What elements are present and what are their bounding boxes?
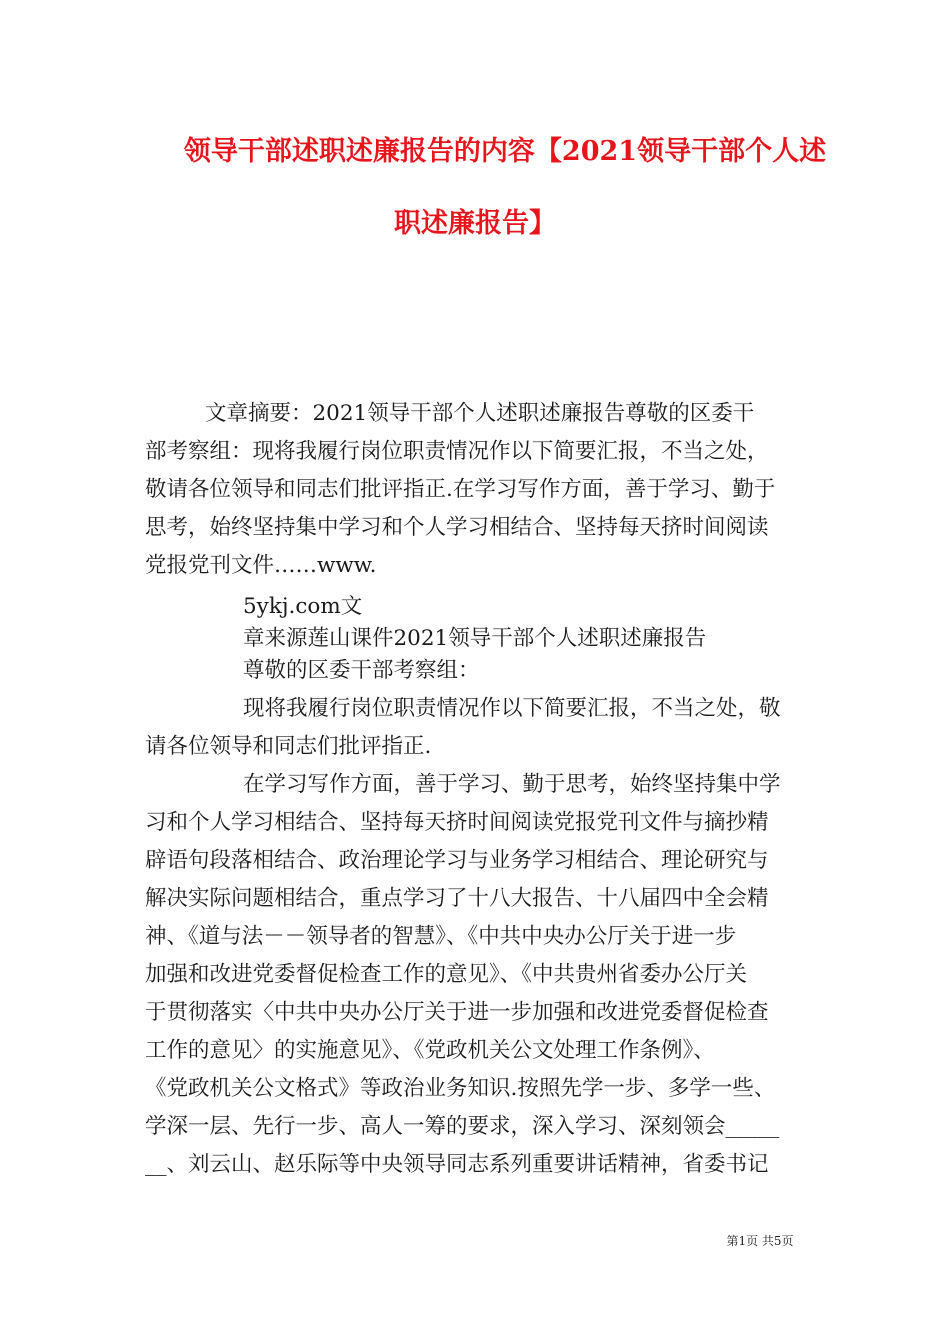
body-line: __、刘云山、赵乐际等中央领导同志系列重要讲话精神，省委书记 <box>145 1152 769 1177</box>
body-line: 请各位领导和同志们批评指正. <box>145 734 432 759</box>
body-line: 解决实际问题相结合，重点学习了十八大报告、十八届四中全会精 <box>145 886 769 911</box>
body-line: 文章摘要：2021领导干部个人述职述廉报告尊敬的区委干 <box>205 401 755 426</box>
body-line: 在学习写作方面，善于学习、勤于思考，始终坚持集中学 <box>243 772 781 797</box>
body-line: 辟语句段落相结合、政治理论学习与业务学习相结合、理论研究与 <box>145 848 769 873</box>
body-line: 工作的意见〉的实施意见》、《党政机关公文处理工作条例》、 <box>145 1038 715 1063</box>
body-line: 思考，始终坚持集中学习和个人学习相结合、坚持每天挤时间阅读 <box>145 515 769 540</box>
body-line: 部考察组：现将我履行岗位职责情况作以下简要汇报，不当之处， <box>145 439 769 464</box>
body-line: 加强和改进党委督促检查工作的意见》、《中共贵州省委办公厅关 <box>145 962 748 987</box>
body-line: 5ykj.com文 <box>243 594 363 619</box>
body-line: 敬请各位领导和同志们批评指正.在学习写作方面，善于学习、勤于 <box>145 477 776 502</box>
body-line: 尊敬的区委干部考察组： <box>243 658 480 683</box>
body-line: 现将我履行岗位职责情况作以下简要汇报，不当之处，敬 <box>243 696 781 721</box>
body-line: 《党政机关公文格式》等政治业务知识.按照先学一步、多学一些、 <box>145 1076 776 1101</box>
page-number-footer: 第1页 共5页 <box>726 1234 794 1248</box>
body-line: 于贯彻落实〈中共中央办公厅关于进一步加强和改进党委督促检查 <box>145 1000 769 1025</box>
body-line: 学深一层、先行一步、高人一筹的要求，深入学习、深刻领会_____ <box>145 1114 780 1139</box>
body-line: 习和个人学习相结合、坚持每天挤时间阅读党报党刊文件与摘抄精 <box>145 810 769 835</box>
body-line: 章来源莲山课件2021领导干部个人述职述廉报告 <box>243 626 707 651</box>
body-line: 神、《道与法－－领导者的智慧》、《中共中央办公厅关于进一步 <box>145 924 737 949</box>
document-title-line-2: 职述廉报告】 <box>394 208 556 239</box>
body-line: 党报党刊文件……www. <box>145 553 377 578</box>
document-title-line-1: 领导干部述职述廉报告的内容【2021领导干部个人述 <box>183 136 827 167</box>
